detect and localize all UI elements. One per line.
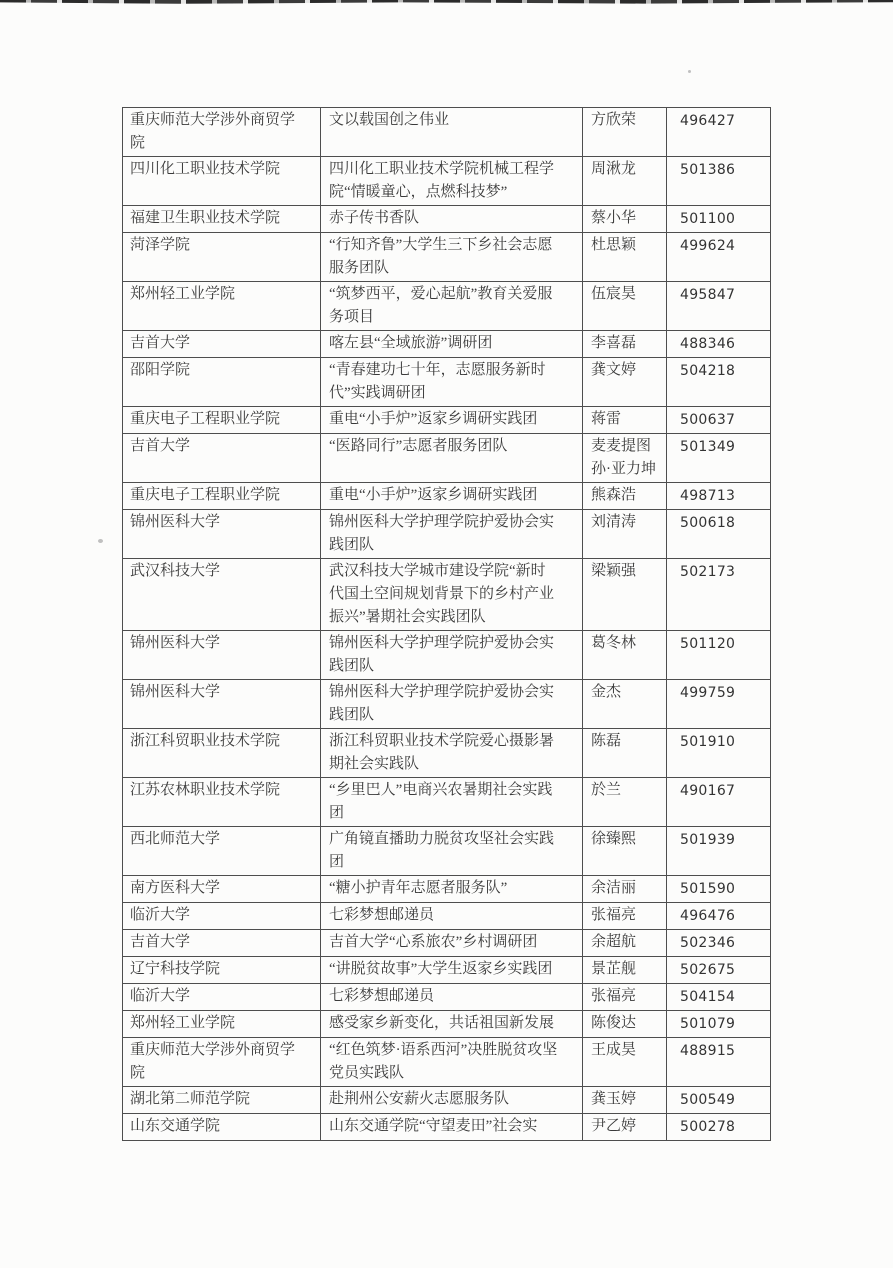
institution-cell: 湖北第二师范学院 xyxy=(123,1087,321,1114)
id-cell: 501120 xyxy=(667,631,771,680)
id-cell: 495847 xyxy=(667,282,771,331)
id-cell: 501910 xyxy=(667,729,771,778)
institution-cell: 四川化工职业技术学院 xyxy=(123,157,321,206)
institution-cell: 武汉科技大学 xyxy=(123,559,321,631)
scan-edge-artifact xyxy=(0,0,893,4)
id-cell: 488346 xyxy=(667,331,771,358)
institution-cell: 锦州医科大学 xyxy=(123,631,321,680)
id-cell: 501939 xyxy=(667,827,771,876)
institution-cell: 重庆电子工程职业学院 xyxy=(123,483,321,510)
project-cell: 感受家乡新变化，共话祖国新发展 xyxy=(321,1011,583,1038)
leader-cell: 蔡小华 xyxy=(583,206,667,233)
institution-cell: 邵阳学院 xyxy=(123,358,321,407)
id-cell: 499759 xyxy=(667,680,771,729)
leader-cell: 陈俊达 xyxy=(583,1011,667,1038)
project-cell: 喀左县“全域旅游”调研团 xyxy=(321,331,583,358)
leader-cell: 熊森浩 xyxy=(583,483,667,510)
project-cell: 浙江科贸职业技术学院爱心摄影暑期社会实践队 xyxy=(321,729,583,778)
institution-cell: 吉首大学 xyxy=(123,930,321,957)
leader-cell: 葛冬林 xyxy=(583,631,667,680)
table-row xyxy=(123,358,771,407)
leader-cell: 龚玉婷 xyxy=(583,1087,667,1114)
id-cell: 502173 xyxy=(667,559,771,631)
id-cell: 501100 xyxy=(667,206,771,233)
institution-cell: 西北师范大学 xyxy=(123,827,321,876)
institution-cell: 重庆电子工程职业学院 xyxy=(123,407,321,434)
project-cell: 广角镜直播助力脱贫攻坚社会实践团 xyxy=(321,827,583,876)
table-row xyxy=(123,483,771,510)
leader-cell: 陈磊 xyxy=(583,729,667,778)
institution-cell: 辽宁科技学院 xyxy=(123,957,321,984)
table-row xyxy=(123,206,771,233)
id-cell: 500549 xyxy=(667,1087,771,1114)
project-cell: “糖小护青年志愿者服务队” xyxy=(321,876,583,903)
leader-cell: 龚文婷 xyxy=(583,358,667,407)
institution-cell: 江苏农林职业技术学院 xyxy=(123,778,321,827)
project-cell: 锦州医科大学护理学院护爱协会实践团队 xyxy=(321,680,583,729)
table-row xyxy=(123,157,771,206)
leader-cell: 方欣荣 xyxy=(583,108,667,157)
project-cell: “讲脱贫故事”大学生返家乡实践团 xyxy=(321,957,583,984)
table-row xyxy=(123,729,771,778)
practice-teams-table xyxy=(122,107,771,1141)
id-cell: 501590 xyxy=(667,876,771,903)
leader-cell: 王成昊 xyxy=(583,1038,667,1087)
institution-cell: 临沂大学 xyxy=(123,903,321,930)
project-cell: 四川化工职业技术学院机械工程学院“情暖童心，点燃科技梦” xyxy=(321,157,583,206)
id-cell: 499624 xyxy=(667,233,771,282)
institution-cell: 重庆师范大学涉外商贸学院 xyxy=(123,108,321,157)
id-cell: 501349 xyxy=(667,434,771,483)
id-cell: 488915 xyxy=(667,1038,771,1087)
table-row xyxy=(123,957,771,984)
project-cell: 赤子传书香队 xyxy=(321,206,583,233)
project-cell: 重电“小手炉”返家乡调研实践团 xyxy=(321,483,583,510)
id-cell: 500618 xyxy=(667,510,771,559)
project-cell: “筑梦西平，爱心起航”教育关爱服务项目 xyxy=(321,282,583,331)
table-row xyxy=(123,1038,771,1087)
table-row xyxy=(123,778,771,827)
project-cell: 赴荆州公安薪火志愿服务队 xyxy=(321,1087,583,1114)
table-row xyxy=(123,407,771,434)
project-cell: 七彩梦想邮递员 xyxy=(321,984,583,1011)
table-row xyxy=(123,1011,771,1038)
table-row xyxy=(123,510,771,559)
id-cell: 500637 xyxy=(667,407,771,434)
leader-cell: 蒋雷 xyxy=(583,407,667,434)
table-row xyxy=(123,559,771,631)
institution-cell: 南方医科大学 xyxy=(123,876,321,903)
project-cell: “医路同行”志愿者服务团队 xyxy=(321,434,583,483)
leader-cell: 徐臻熙 xyxy=(583,827,667,876)
project-cell: 七彩梦想邮递员 xyxy=(321,903,583,930)
leader-cell: 於兰 xyxy=(583,778,667,827)
table-row xyxy=(123,984,771,1011)
leader-cell: 李喜磊 xyxy=(583,331,667,358)
leader-cell: 金杰 xyxy=(583,680,667,729)
institution-cell: 吉首大学 xyxy=(123,331,321,358)
leader-cell: 麦麦提图孙·亚力坤 xyxy=(583,434,667,483)
leader-cell: 伍宸昊 xyxy=(583,282,667,331)
institution-cell: 山东交通学院 xyxy=(123,1114,321,1141)
table-body xyxy=(123,108,771,1141)
table-row xyxy=(123,876,771,903)
institution-cell: 吉首大学 xyxy=(123,434,321,483)
id-cell: 496427 xyxy=(667,108,771,157)
id-cell: 501079 xyxy=(667,1011,771,1038)
id-cell: 502346 xyxy=(667,930,771,957)
id-cell: 490167 xyxy=(667,778,771,827)
leader-cell: 周湫龙 xyxy=(583,157,667,206)
table-row xyxy=(123,930,771,957)
id-cell: 500278 xyxy=(667,1114,771,1141)
project-cell: 吉首大学“心系旅农”乡村调研团 xyxy=(321,930,583,957)
leader-cell: 张福亮 xyxy=(583,903,667,930)
project-cell: “乡里巴人”电商兴农暑期社会实践团 xyxy=(321,778,583,827)
table-row xyxy=(123,331,771,358)
project-cell: “行知齐鲁”大学生三下乡社会志愿服务团队 xyxy=(321,233,583,282)
leader-cell: 刘清涛 xyxy=(583,510,667,559)
table-row xyxy=(123,233,771,282)
scan-speck xyxy=(688,70,691,73)
leader-cell: 张福亮 xyxy=(583,984,667,1011)
table-row xyxy=(123,282,771,331)
project-cell: 文以载国创之伟业 xyxy=(321,108,583,157)
institution-cell: 菏泽学院 xyxy=(123,233,321,282)
leader-cell: 梁颖强 xyxy=(583,559,667,631)
table-row xyxy=(123,434,771,483)
project-cell: 山东交通学院“守望麦田”社会实 xyxy=(321,1114,583,1141)
table-row xyxy=(123,1114,771,1141)
leader-cell: 余超航 xyxy=(583,930,667,957)
id-cell: 501386 xyxy=(667,157,771,206)
institution-cell: 福建卫生职业技术学院 xyxy=(123,206,321,233)
table-row xyxy=(123,108,771,157)
project-cell: 锦州医科大学护理学院护爱协会实践团队 xyxy=(321,631,583,680)
id-cell: 502675 xyxy=(667,957,771,984)
leader-cell: 景芷舰 xyxy=(583,957,667,984)
id-cell: 498713 xyxy=(667,483,771,510)
leader-cell: 余洁丽 xyxy=(583,876,667,903)
project-cell: “红色筑梦·语系西河”决胜脱贫攻坚党员实践队 xyxy=(321,1038,583,1087)
table-row xyxy=(123,680,771,729)
table-row xyxy=(123,827,771,876)
institution-cell: 重庆师范大学涉外商贸学院 xyxy=(123,1038,321,1087)
scan-speck xyxy=(98,539,103,543)
institution-cell: 锦州医科大学 xyxy=(123,680,321,729)
table-row xyxy=(123,1087,771,1114)
id-cell: 504154 xyxy=(667,984,771,1011)
leader-cell: 杜思颖 xyxy=(583,233,667,282)
project-cell: 重电“小手炉”返家乡调研实践团 xyxy=(321,407,583,434)
institution-cell: 郑州轻工业学院 xyxy=(123,282,321,331)
leader-cell: 尹乙婷 xyxy=(583,1114,667,1141)
id-cell: 496476 xyxy=(667,903,771,930)
project-cell: 武汉科技大学城市建设学院“新时代国土空间规划背景下的乡村产业振兴”暑期社会实践团队 xyxy=(321,559,583,631)
table-row xyxy=(123,631,771,680)
table-row xyxy=(123,903,771,930)
institution-cell: 浙江科贸职业技术学院 xyxy=(123,729,321,778)
project-cell: “青春建功七十年，志愿服务新时代”实践调研团 xyxy=(321,358,583,407)
institution-cell: 临沂大学 xyxy=(123,984,321,1011)
id-cell: 504218 xyxy=(667,358,771,407)
project-cell: 锦州医科大学护理学院护爱协会实践团队 xyxy=(321,510,583,559)
institution-cell: 郑州轻工业学院 xyxy=(123,1011,321,1038)
institution-cell: 锦州医科大学 xyxy=(123,510,321,559)
